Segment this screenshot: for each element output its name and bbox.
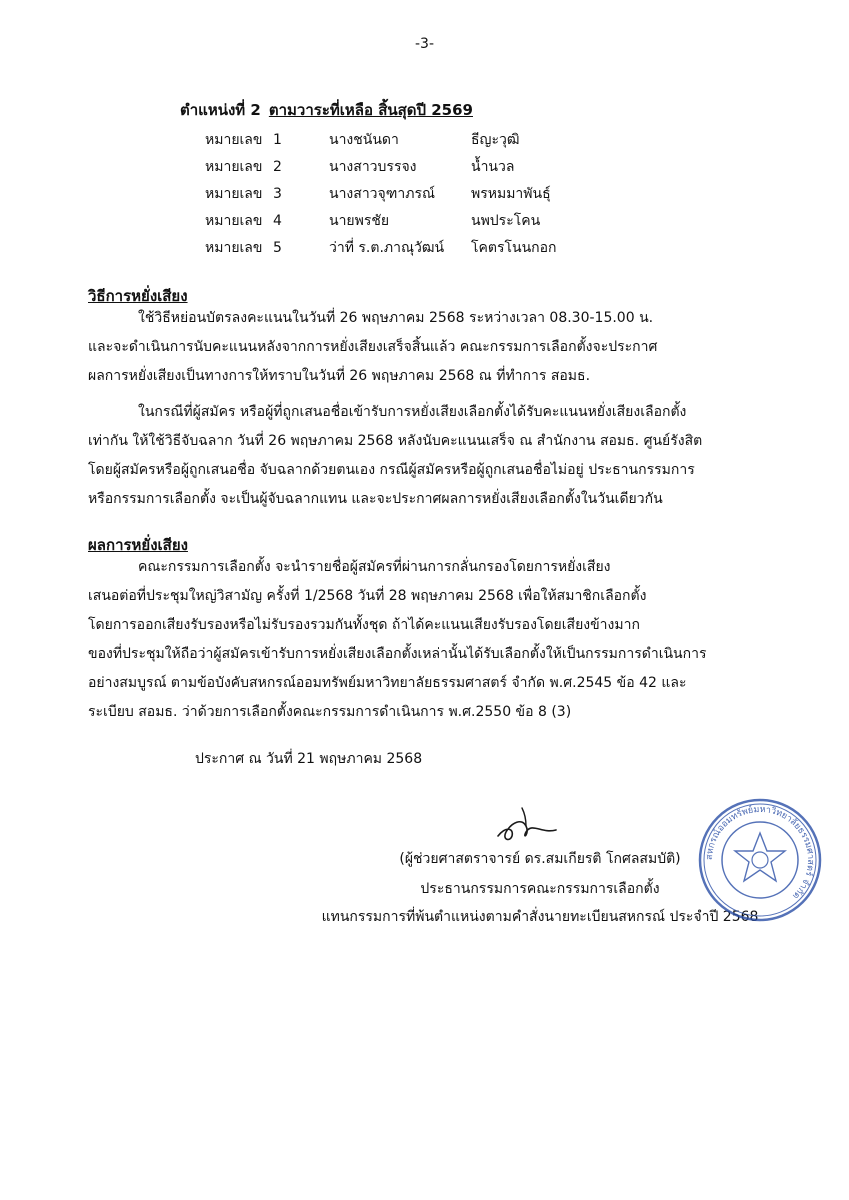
candidate-last-name: ธีญะวุฒิ	[471, 131, 520, 148]
cooperative-seal-stamp	[695, 795, 825, 925]
candidate-first-name: นางสาวบรรจง	[329, 158, 417, 175]
announcement-date: ประกาศ ณ วันที่ 21 พฤษภาคม 2568	[195, 751, 423, 767]
candidate-label: หมายเลข	[205, 185, 263, 202]
paragraph-line: คณะกรรมการเลือกตั้ง จะนำรายชื่อผู้สมัครที่ผ่านการกลั่นกรองโดยการหยั่งเสียง	[138, 559, 611, 575]
candidate-label: หมายเลข	[205, 131, 263, 148]
candidate-last-name: นพประโคน	[471, 212, 541, 229]
results-paragraph	[88, 553, 773, 727]
position-heading-term: ตามวาระที่เหลือ สิ้นสุดปี 2569	[268, 101, 473, 119]
candidate-first-name: นางสาวจุฑาภรณ์	[329, 185, 435, 202]
paragraph-line: ของที่ประชุมให้ถือว่าผู้สมัครเข้ารับการหยั่งเสียงเลือกตั้งเหล่านั้นได้รับเลือกตั้งให้เป็นกรรมการดำเนินการ	[88, 646, 707, 662]
signatory-role: แทนกรรมการที่พ้นตำแหน่งตามคำสั่งนายทะเบียนสหกรณ์ ประจำปี 2568	[321, 909, 759, 925]
candidate-row	[205, 207, 621, 234]
candidate-label: หมายเลข	[205, 158, 263, 175]
paragraph-line: อย่างสมบูรณ์ ตามข้อบังคับสหกรณ์ออมทรัพย์มหาวิทยาลัยธรรมศาสตร์ จำกัด พ.ศ.2545 ข้อ 42 และ	[88, 675, 687, 691]
paragraph-line: ในกรณีที่ผู้สมัคร หรือผู้ที่ถูกเสนอชื่อเข้ารับการหยั่งเสียงเลือกตั้งได้รับคะแนนหยั่งเสียงเลือกตั้ง	[138, 404, 687, 420]
candidate-label: หมายเลข	[205, 239, 263, 256]
candidate-number: 3	[273, 185, 282, 202]
candidate-row	[205, 126, 621, 153]
candidate-number: 2	[273, 158, 282, 175]
candidate-list	[205, 126, 621, 261]
voting-method-paragraph-2	[88, 398, 773, 514]
voting-method-paragraph-1	[88, 304, 773, 391]
candidate-row	[205, 153, 621, 180]
voting-method-title: วิธีการหยั่งเสียง	[88, 287, 188, 305]
candidate-first-name: ว่าที่ ร.ต.ภาณุวัฒน์	[329, 239, 445, 256]
candidate-last-name: พรหมมาพันธุ์	[471, 185, 551, 202]
candidate-number: 1	[273, 131, 282, 148]
position-heading	[180, 98, 473, 122]
paragraph-line: โดยการออกเสียงรับรองหรือไม่รับรองรวมกันทั้งชุด ถ้าได้คะแนนเสียงรับรองโดยเสียงข้างมาก	[88, 617, 640, 633]
candidate-label: หมายเลข	[205, 212, 263, 229]
candidate-number: 5	[273, 239, 282, 256]
signatory-title: ประธานกรรมการคณะกรรมการเลือกตั้ง	[420, 881, 660, 897]
paragraph-line: ใช้วิธีหย่อนบัตรลงคะแนนในวันที่ 26 พฤษภาคม 2568 ระหว่างเวลา 08.30-15.00 น.	[138, 310, 654, 326]
candidate-number: 4	[273, 212, 282, 229]
paragraph-line: โดยผู้สมัครหรือผู้ถูกเสนอชื่อ จับฉลากด้วยตนเอง กรณีผู้สมัครหรือผู้ถูกเสนอชื่อไม่อยู่ ประธานกรรมการ	[88, 462, 695, 478]
candidate-row	[205, 180, 621, 207]
paragraph-line: ระเบียบ สอมธ. ว่าด้วยการเลือกตั้งคณะกรรมการดำเนินการ พ.ศ.2550 ข้อ 8 (3)	[88, 704, 572, 720]
candidate-row	[205, 234, 621, 261]
page-number: -3-	[414, 36, 434, 52]
seal-text: สหกรณ์ออมทรัพย์มหาวิทยาลัยธรรมศาสตร์ จำกัด	[704, 804, 816, 901]
paragraph-line: หรือกรรมการเลือกตั้ง จะเป็นผู้จับฉลากแทน และจะประกาศผลการหยั่งเสียงเลือกตั้งในวันเดียวกัน	[88, 491, 663, 507]
paragraph-line: และจะดำเนินการนับคะแนนหลังจากการหยั่งเสียงเสร็จสิ้นแล้ว คณะกรรมการเลือกตั้งจะประกาศ	[88, 339, 658, 355]
candidate-first-name: นายพรชัย	[329, 212, 390, 229]
candidate-first-name: นางชนันดา	[329, 131, 399, 148]
candidate-last-name: โคตรโนนกอก	[471, 239, 557, 256]
paragraph-line: ผลการหยั่งเสียงเป็นทางการให้ทราบในวันที่ 26 พฤษภาคม 2568 ณ ที่ทำการ สอมธ.	[88, 368, 591, 384]
signatory-name: (ผู้ช่วยศาสตราจารย์ ดร.สมเกียรติ โกศลสมบัติ)	[399, 851, 681, 867]
candidate-last-name: น้ำนวล	[471, 158, 515, 175]
paragraph-line: เสนอต่อที่ประชุมใหญ่วิสามัญ ครั้งที่ 1/2568 วันที่ 28 พฤษภาคม 2568 เพื่อให้สมาชิกเลือกตั้ง	[88, 588, 647, 604]
results-title: ผลการหยั่งเสียง	[88, 536, 188, 554]
paragraph-line: เท่ากัน ให้ใช้วิธีจับฉลาก วันที่ 26 พฤษภาคม 2568 หลังนับคะแนนเสร็จ ณ สำนักงาน สอมธ. ศูนย์รังสิต	[88, 433, 703, 449]
position-heading-prefix: ตำแหน่งที่ 2	[180, 101, 261, 119]
signature-image	[492, 800, 562, 850]
